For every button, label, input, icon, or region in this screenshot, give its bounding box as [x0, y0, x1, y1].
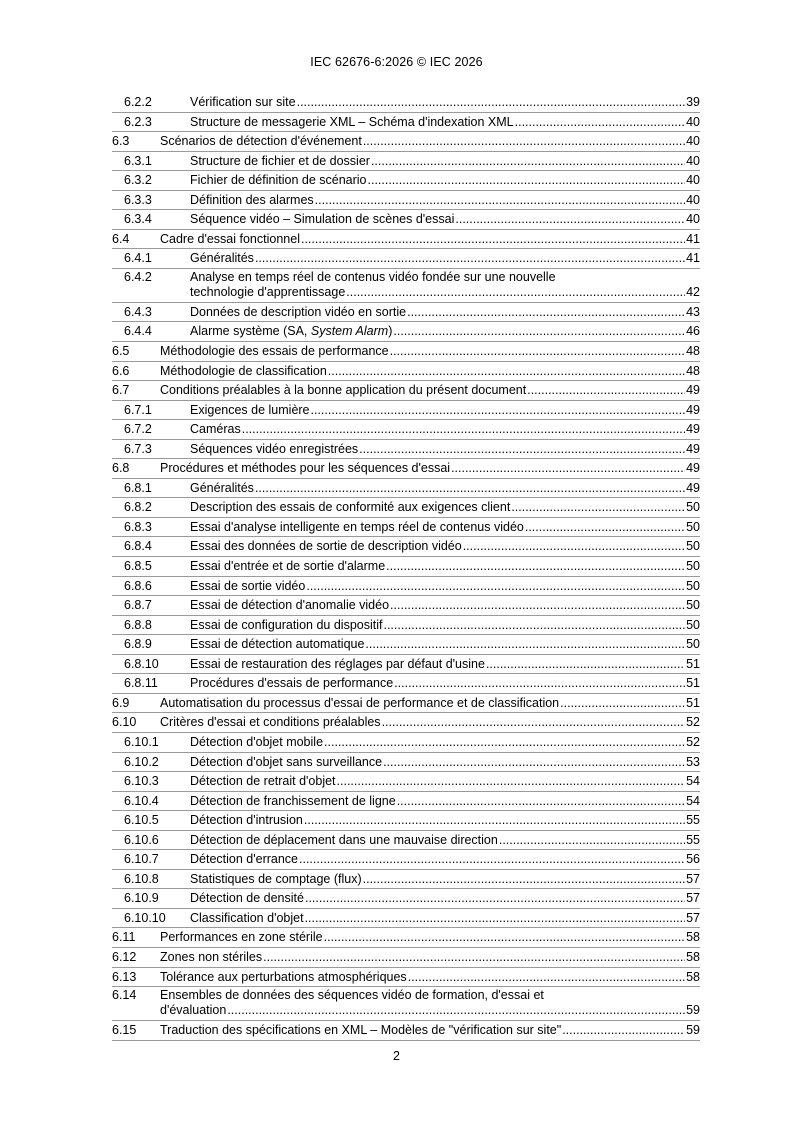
toc-leader-dots	[408, 968, 685, 988]
toc-leader-dots	[255, 479, 685, 499]
toc-entry-page: 57	[686, 910, 700, 925]
toc-entry[interactable]	[112, 381, 700, 401]
toc-entry[interactable]	[112, 479, 700, 499]
toc-entry[interactable]	[112, 792, 700, 812]
toc-entry-page: 48	[686, 363, 700, 378]
toc-entry-number: 6.3.1	[124, 153, 152, 168]
toc-entry-number: 6.7.2	[124, 422, 152, 437]
toc-entry-number: 6.7.3	[124, 441, 152, 456]
toc-entry-page: 56	[686, 852, 700, 867]
toc-entry[interactable]	[112, 557, 700, 577]
toc-leader-dots	[407, 303, 685, 323]
toc-entry-page: 59	[686, 1023, 700, 1038]
toc-leader-dots	[311, 401, 686, 421]
toc-entry-number: 6.8.4	[124, 539, 152, 554]
toc-entry-title: Séquence vidéo – Simulation de scènes d'essai	[190, 212, 455, 227]
toc-entry-page: 53	[686, 754, 700, 769]
table-of-contents	[112, 93, 700, 1041]
toc-entry[interactable]	[112, 850, 700, 870]
toc-entry-page: 49	[686, 461, 700, 476]
toc-entry[interactable]	[112, 577, 700, 597]
toc-entry-number: 6.8.8	[124, 617, 152, 632]
toc-entry-title: Essai de sortie vidéo	[190, 578, 306, 593]
toc-entry[interactable]	[112, 518, 700, 538]
toc-entry-number: 6.8.2	[124, 500, 152, 515]
toc-entry-number: 6.8.5	[124, 559, 152, 574]
toc-entry-number: 6.3.2	[124, 173, 152, 188]
toc-entry-title: technologie d'apprentissage	[190, 284, 346, 299]
toc-entry-page: 50	[686, 617, 700, 632]
toc-leader-dots	[365, 635, 685, 655]
toc-entry-number: 6.3.3	[124, 192, 152, 207]
toc-entry[interactable]	[112, 230, 700, 250]
toc-entry-page: 50	[686, 559, 700, 574]
toc-entry-title: Traduction des spécifications en XML – Modèles de "vérification sur site"	[160, 1023, 562, 1038]
toc-entry-page: 55	[686, 832, 700, 847]
toc-entry-number: 6.10.8	[124, 871, 159, 886]
toc-leader-dots	[515, 113, 685, 133]
toc-entry[interactable]	[112, 342, 700, 362]
toc-entry-page: 40	[686, 212, 700, 227]
toc-entry-page: 42	[686, 284, 700, 299]
toc-leader-dots	[390, 596, 685, 616]
toc-entry-number: 6.4.1	[124, 251, 152, 266]
toc-entry[interactable]	[112, 459, 700, 479]
toc-entry[interactable]	[112, 303, 700, 323]
toc-entry[interactable]	[112, 655, 700, 675]
toc-leader-dots	[527, 381, 685, 401]
toc-entry-title: Données de description vidéo en sortie	[190, 304, 407, 319]
toc-entry-page: 51	[686, 695, 700, 710]
toc-entry-page: 43	[686, 304, 700, 319]
toc-entry-page: 49	[686, 441, 700, 456]
toc-entry-number: 6.4	[112, 231, 130, 246]
toc-entry[interactable]	[112, 870, 700, 890]
toc-entry-page: 59	[686, 1003, 700, 1018]
toc-leader-dots	[306, 577, 685, 597]
toc-leader-dots	[390, 342, 685, 362]
toc-entry-title: Méthodologie des essais de performance	[160, 344, 389, 359]
toc-entry[interactable]	[112, 635, 700, 655]
toc-leader-dots	[304, 811, 685, 831]
toc-leader-dots	[463, 537, 685, 557]
toc-entry-title: Généralités	[190, 251, 254, 266]
toc-entry-number: 6.8.11	[124, 676, 158, 691]
toc-entry[interactable]	[112, 987, 700, 1021]
toc-entry-number: 6.8.1	[124, 480, 152, 495]
toc-entry-title: Essai d'analyse intelligente en temps réel de contenus vidéo	[190, 519, 524, 534]
toc-entry-title: Essai de détection d'anomalie vidéo	[190, 598, 390, 613]
toc-entry-title: Définition des alarmes	[190, 192, 314, 207]
toc-entry[interactable]	[112, 831, 700, 851]
toc-leader-dots	[305, 909, 686, 929]
toc-entry-number: 6.7.1	[124, 402, 152, 417]
toc-entry-title: Détection de retrait d'objet	[190, 774, 336, 789]
toc-entry-title: Détection d'intrusion	[190, 813, 303, 828]
toc-leader-dots	[363, 870, 685, 890]
toc-row-divider	[112, 1040, 700, 1041]
toc-entry-number: 6.4.3	[124, 304, 152, 319]
toc-entry-title: Classification d'objet	[190, 910, 304, 925]
toc-leader-dots	[371, 152, 685, 172]
toc-entry-number: 6.6	[112, 363, 130, 378]
toc-entry-title: Structure de messagerie XML – Schéma d'indexation XML	[190, 114, 514, 129]
toc-entry-title: Détection d'objet mobile	[190, 734, 324, 749]
toc-leader-dots	[315, 191, 685, 211]
toc-entry-number: 6.10.4	[124, 793, 159, 808]
toc-entry-page: 46	[686, 324, 700, 339]
toc-leader-dots	[255, 249, 685, 269]
toc-entry-title: Détection de déplacement dans une mauvaise direction	[190, 832, 498, 847]
toc-entry-title: Description des essais de conformité aux exigences client	[190, 500, 511, 515]
toc-entry-title: Performances en zone stérile	[160, 930, 323, 945]
toc-entry-page: 51	[686, 656, 700, 671]
toc-entry[interactable]	[112, 948, 700, 968]
toc-entry[interactable]	[112, 694, 700, 714]
toc-entry-title: Procédures d'essais de performance	[190, 676, 394, 691]
toc-leader-dots	[499, 831, 685, 851]
toc-entry[interactable]	[112, 968, 700, 988]
toc-entry-number: 6.10.6	[124, 832, 159, 847]
toc-entry-title: Structure de fichier et de dossier	[190, 153, 370, 168]
toc-leader-dots	[359, 440, 685, 460]
toc-entry-page: 50	[686, 598, 700, 613]
toc-entry-page: 41	[686, 231, 700, 246]
toc-entry-number: 6.8.7	[124, 598, 152, 613]
toc-entry-number: 6.14	[112, 988, 137, 1003]
toc-entry-page: 49	[686, 402, 700, 417]
toc-entry-page: 55	[686, 813, 700, 828]
toc-entry-title: Détection d'objet sans surveillance	[190, 754, 383, 769]
toc-entry-number: 6.8.3	[124, 519, 152, 534]
toc-entry-page: 49	[686, 480, 700, 495]
toc-entry-title-line1: Ensembles de données des séquences vidéo de formation, d'essai et	[160, 988, 544, 1003]
toc-entry-title: Caméras	[190, 422, 241, 437]
toc-entry-title: Vérification sur site	[190, 95, 296, 109]
toc-entry-title-line1: Analyse en temps réel de contenus vidéo fondée sur une nouvelle	[190, 269, 556, 284]
toc-entry-title: Essai de détection automatique	[190, 637, 365, 652]
toc-leader-dots	[263, 948, 685, 968]
toc-leader-dots	[486, 655, 685, 675]
toc-entry-number: 6.8	[112, 461, 130, 476]
toc-entry-number: 6.5	[112, 344, 130, 359]
toc-leader-dots	[324, 928, 686, 948]
toc-entry-page: 58	[686, 930, 700, 945]
toc-entry-number: 6.10.3	[124, 774, 159, 789]
toc-entry[interactable]	[112, 596, 700, 616]
toc-entry-page: 40	[686, 153, 700, 168]
toc-entry-title: Détection de franchissement de ligne	[190, 793, 396, 808]
toc-entry-number: 6.3.4	[124, 212, 152, 227]
toc-entry-page: 52	[686, 734, 700, 749]
toc-entry-title: Statistiques de comptage (flux)	[190, 871, 362, 886]
toc-entry[interactable]	[112, 269, 700, 303]
toc-entry-page: 49	[686, 422, 700, 437]
toc-entry[interactable]	[112, 322, 700, 342]
toc-entry-title: Critères d'essai et conditions préalables	[160, 715, 381, 730]
toc-entry-title: Zones non stériles	[160, 949, 263, 964]
toc-entry[interactable]	[112, 132, 700, 152]
toc-entry-number: 6.8.9	[124, 637, 152, 652]
toc-entry-number: 6.10.2	[124, 754, 159, 769]
toc-entry-page: 40	[686, 134, 700, 149]
toc-entry-number: 6.10.1	[124, 734, 159, 749]
toc-entry-page: 50	[686, 500, 700, 515]
toc-leader-dots	[368, 171, 686, 191]
page-number: 2	[393, 1049, 400, 1063]
toc-entry[interactable]	[112, 1021, 700, 1041]
toc-entry[interactable]	[112, 420, 700, 440]
toc-entry[interactable]	[112, 753, 700, 773]
toc-entry-number: 6.10	[112, 715, 137, 730]
toc-entry[interactable]	[112, 772, 700, 792]
toc-entry[interactable]	[112, 210, 700, 230]
toc-leader-dots	[324, 733, 685, 753]
toc-leader-dots	[305, 889, 685, 909]
toc-entry-page: 50	[686, 519, 700, 534]
toc-entry-page: 40	[686, 173, 700, 188]
toc-entry[interactable]	[112, 113, 700, 133]
toc-leader-dots	[383, 616, 685, 636]
toc-entry-number: 6.12	[112, 949, 137, 964]
toc-entry-title: Scénarios de détection d'événement	[160, 134, 362, 149]
toc-entry-title: Exigences de lumière	[190, 402, 310, 417]
toc-leader-dots	[393, 322, 685, 342]
toc-entry-number: 6.2.2	[124, 95, 152, 109]
toc-entry[interactable]	[112, 152, 700, 172]
toc-leader-dots	[382, 713, 686, 733]
toc-entry-page: 54	[686, 774, 700, 789]
toc-entry[interactable]	[112, 909, 700, 929]
toc-entry-title: Tolérance aux perturbations atmosphériques	[160, 969, 407, 984]
toc-entry-page: 52	[686, 715, 700, 730]
toc-entry-title: Méthodologie de classification	[160, 363, 327, 378]
toc-entry-number: 6.15	[112, 1023, 137, 1038]
toc-entry[interactable]	[112, 93, 700, 113]
toc-entry[interactable]	[112, 362, 700, 382]
toc-leader-dots	[386, 557, 685, 577]
toc-entry-title: Essai de configuration du dispositif	[190, 617, 383, 632]
toc-entry[interactable]	[112, 537, 700, 557]
toc-entry-title: Détection de densité	[190, 891, 304, 906]
toc-entry-title: Conditions préalables à la bonne application du présent document	[160, 383, 527, 398]
toc-entry-page: 51	[686, 676, 700, 691]
toc-entry[interactable]	[112, 889, 700, 909]
toc-entry[interactable]	[112, 498, 700, 518]
toc-entry-page: 41	[686, 251, 700, 266]
toc-leader-dots	[328, 362, 685, 382]
toc-leader-dots	[562, 1021, 685, 1041]
toc-entry-page: 58	[686, 949, 700, 964]
toc-entry-page: 50	[686, 637, 700, 652]
toc-entry-page: 40	[686, 192, 700, 207]
toc-leader-dots	[451, 459, 685, 479]
toc-leader-dots	[560, 694, 685, 714]
toc-entry[interactable]	[112, 401, 700, 421]
toc-entry[interactable]	[112, 733, 700, 753]
toc-entry-number: 6.2.3	[124, 114, 152, 129]
toc-entry[interactable]	[112, 713, 700, 733]
toc-entry[interactable]	[112, 171, 700, 191]
toc-entry-page: 40	[686, 114, 700, 129]
toc-entry-page: 57	[686, 871, 700, 886]
toc-leader-dots	[242, 420, 685, 440]
toc-entry-page: 50	[686, 578, 700, 593]
toc-entry-title: Généralités	[190, 480, 254, 495]
toc-leader-dots	[301, 230, 685, 250]
toc-entry-title: Fichier de définition de scénario	[190, 173, 367, 188]
toc-entry-title: Cadre d'essai fonctionnel	[160, 231, 300, 246]
toc-leader-dots	[363, 132, 685, 152]
toc-entry-number: 6.10.10	[124, 910, 166, 925]
toc-entry-page: 48	[686, 344, 700, 359]
toc-entry-number: 6.9	[112, 695, 130, 710]
toc-entry-title: Automatisation du processus d'essai de performance et de classification	[160, 695, 560, 710]
toc-entry-number: 6.8.10	[124, 656, 159, 671]
toc-entry-number: 6.3	[112, 134, 130, 149]
toc-entry-title: d'évaluation	[160, 1003, 227, 1018]
toc-entry-page: 39	[686, 95, 700, 109]
toc-entry-page: 49	[686, 383, 700, 398]
toc-entry[interactable]	[112, 616, 700, 636]
toc-leader-dots	[397, 792, 685, 812]
toc-leader-dots	[383, 753, 685, 773]
toc-entry-number: 6.13	[112, 969, 137, 984]
toc-entry-number: 6.4.4	[124, 324, 152, 339]
toc-entry-number: 6.10.9	[124, 891, 159, 906]
toc-entry-title: Essai de restauration des réglages par défaut d'usine	[190, 656, 485, 671]
toc-leader-dots	[297, 93, 685, 113]
toc-leader-dots	[511, 498, 685, 518]
toc-entry-page: 57	[686, 891, 700, 906]
toc-leader-dots	[346, 284, 685, 300]
page-header: IEC 62676-6:2026 © IEC 2026	[310, 55, 483, 69]
toc-entry[interactable]	[112, 191, 700, 211]
toc-entry-page: 58	[686, 969, 700, 984]
toc-entry-number: 6.7	[112, 383, 130, 398]
toc-entry[interactable]	[112, 249, 700, 269]
toc-entry-title: Procédures et méthodes pour les séquences d'essai	[160, 461, 451, 476]
toc-entry[interactable]	[112, 674, 700, 694]
toc-entry[interactable]	[112, 811, 700, 831]
toc-entry-title: Détection d'errance	[190, 852, 299, 867]
toc-entry-page: 54	[686, 793, 700, 808]
toc-entry[interactable]	[112, 928, 700, 948]
toc-entry-number: 6.11	[112, 930, 136, 945]
toc-entry-number: 6.4.2	[124, 269, 152, 284]
toc-leader-dots	[394, 674, 685, 694]
toc-entry-title: Essai des données de sortie de description vidéo	[190, 539, 462, 554]
toc-leader-dots	[455, 210, 685, 230]
toc-entry-page: 50	[686, 539, 700, 554]
toc-entry-number: 6.8.6	[124, 578, 152, 593]
toc-entry[interactable]	[112, 440, 700, 460]
toc-entry-number: 6.10.7	[124, 852, 159, 867]
toc-entry-number: 6.10.5	[124, 813, 159, 828]
toc-leader-dots	[227, 1002, 685, 1018]
toc-entry-title: Essai d'entrée et de sortie d'alarme	[190, 559, 386, 574]
toc-entry-title: Alarme système (SA, System Alarm)	[190, 324, 393, 339]
toc-leader-dots	[299, 850, 685, 870]
toc-leader-dots	[525, 518, 685, 538]
toc-leader-dots	[337, 772, 686, 792]
toc-entry-title: Séquences vidéo enregistrées	[190, 441, 359, 456]
